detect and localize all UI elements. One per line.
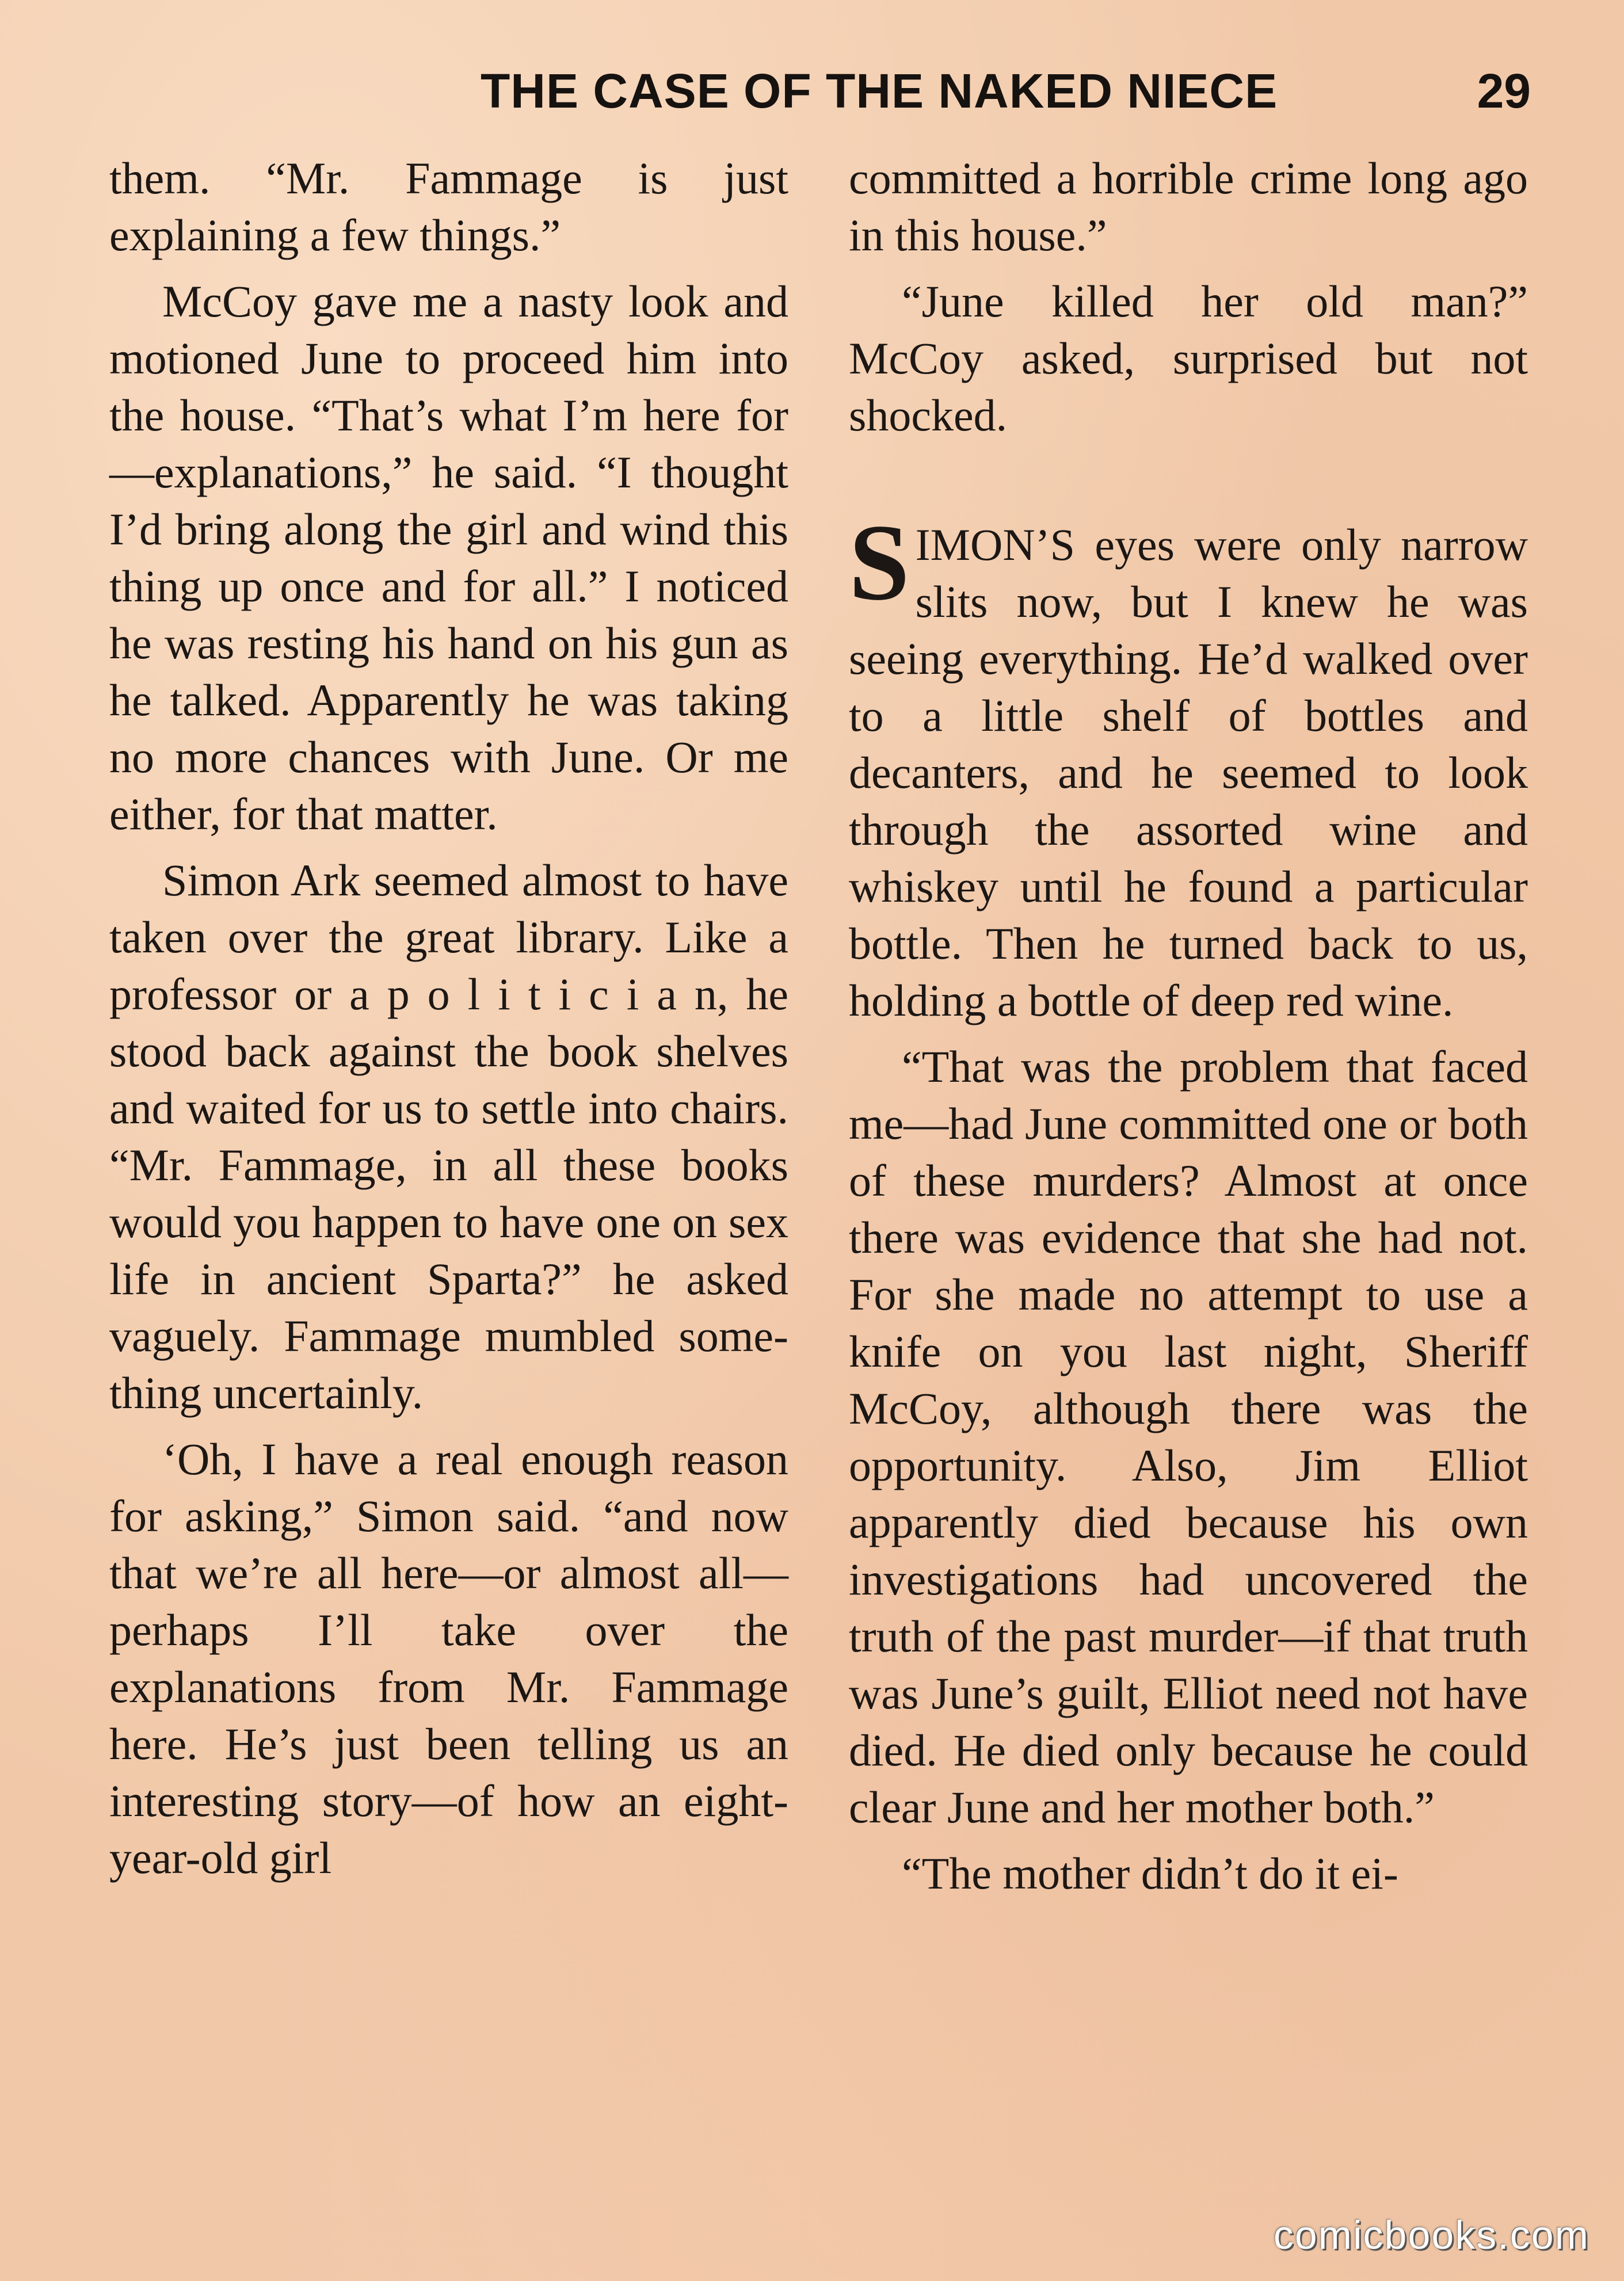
paragraph: “The mother didn’t do it ei-	[902, 1848, 1398, 1898]
page-header	[109, 63, 1531, 132]
paragraph: “That was the problem that faced me—had June committed one or both of these murders? Almost at once there was evidence that she had not. For she made no attempt to use a knife on you last night, Sheriff McCoy, although there was the opportunity. Also, Jim Elliot apparently died because his own investigations had uncovered the truth of the past murder—if that truth was June’s guilt, Elliot need not have died. He died only because he could clear June and her mother both.”	[849, 1042, 1528, 1832]
right-column	[849, 150, 1528, 1911]
paragraph: “June killed her old man?” McCoy asked, surprised but not shocked.	[849, 276, 1528, 440]
paragraph: Simon Ark seemed almost to have taken over the great library. Like a professor or a p o l i t i c i a n, he stood back against the book shelves and waited for us to settle into chairs. “Mr. Fammage, in all these books would you happen to have one on sex life in ancient Sparta?” he asked vaguely. Fammage mumbled something uncertainly.	[109, 855, 788, 1418]
paragraph: committed a horrible crime long ago in this house.”	[849, 153, 1528, 260]
paragraph-with-drop-cap	[849, 502, 1528, 1029]
paragraph: McCoy gave me a nasty look and motioned June to proceed him into the house. “That’s what I’m here for—explanations,” he said. “I thought I’d bring along the girl and wind this thing up once and for all.” I noticed he was resting his hand on his gun as he talked. Apparently he was taking no more chances with June. Or me either, for that matter.	[109, 276, 788, 839]
running-title: THE CASE OF THE NAKED NIECE	[481, 64, 1278, 118]
section-break	[849, 453, 1528, 516]
watermark: comicbooks.com	[1273, 2213, 1589, 2257]
page-number: 29	[1477, 64, 1531, 118]
drop-cap: S	[849, 502, 910, 623]
paragraph: them. “Mr. Fammage is just explaining a few things.”	[109, 153, 788, 260]
left-column	[109, 150, 788, 1895]
paragraph: ‘Oh, I have a real enough reason for asking,” Simon said. “and now that we’re all here—or almost all—perhaps I’ll take over the explanations from Mr. Fammage here. He’s just been telling us an interesting story—of how an eight-year-old girl	[109, 1434, 788, 1883]
paragraph-text: IMON’S eyes were only narrow slits now, but I knew he was seeing everything. He’d walked over to a little shelf of bottles and decanters, and he seemed to look through the assorted wine and whiskey until he found a particular bottle. Then he turned back to us, holding a bottle of deep red wine.	[849, 520, 1528, 1025]
